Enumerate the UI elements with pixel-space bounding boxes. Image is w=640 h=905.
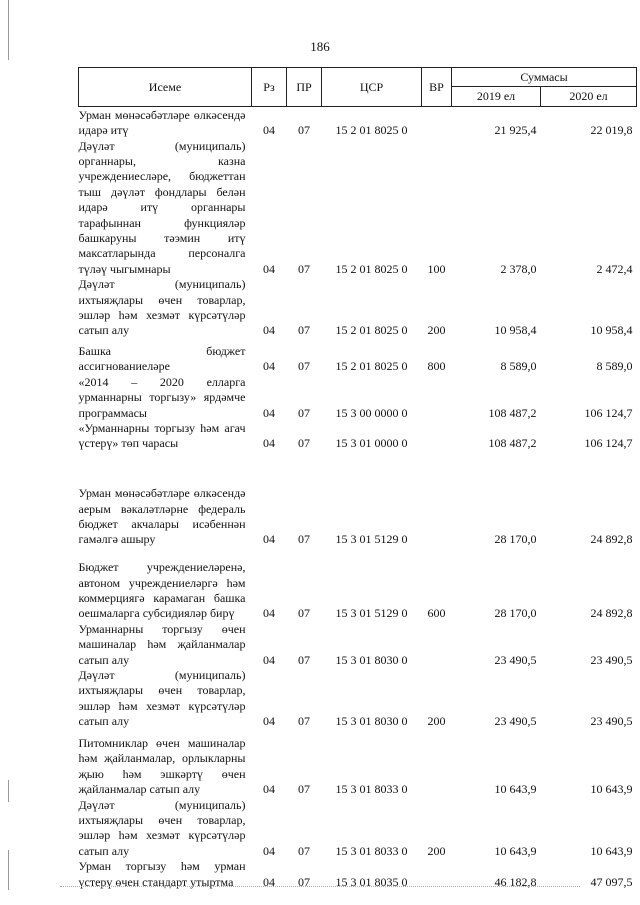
- row-csr: 15 3 00 0000 0: [335, 405, 408, 420]
- header-sums: Суммасы: [452, 68, 637, 87]
- row-vr: [422, 730, 452, 798]
- row-vr: [422, 452, 452, 548]
- row-sum-2019: 21 925,4: [494, 123, 537, 138]
- row-rz: 04: [263, 405, 275, 420]
- row-vr: 200: [427, 714, 446, 729]
- row-rz: 04: [263, 359, 275, 374]
- row-pr: 07: [298, 782, 310, 797]
- row-csr: 15 3 01 8030 0: [335, 652, 408, 667]
- header-csr: ЦСР: [322, 68, 422, 107]
- row-rz: 04: [263, 606, 275, 621]
- row-name: Дәүләт (муниципаль) органнары, казна учреждениесләре, бюджеттан тыш дәүләт фондлары белән идарә итү органнары тарафыннан функцияләр башкаруны тәэмин итү максатларында персоналга түләү чыгымнары: [78, 138, 246, 276]
- row-name: Урман мөнәсәбәтләре өлкәсендә идарә итү: [78, 107, 246, 138]
- table-row: [79, 798, 637, 860]
- table-row: [79, 452, 637, 548]
- header-name: Исеме: [79, 68, 252, 107]
- row-sum-2020: 106 124,7: [584, 405, 633, 420]
- row-sum-2019: 28 170,0: [494, 532, 537, 547]
- row-sum-2019: 108 487,2: [488, 436, 537, 451]
- row-csr: 15 3 01 8033 0: [335, 782, 408, 797]
- header-vr: ВР: [422, 68, 452, 107]
- row-name: Дәүләт (муниципаль) ихтыяҗлары өчен товарлар, эшләр һәм хезмәт күрсәтүләр сатып алу: [78, 668, 246, 729]
- row-pr: 07: [298, 532, 310, 547]
- row-name: Дәүләт (муниципаль) ихтыяҗлары өчен товарлар, эшләр һәм хезмәт күрсәтүләр сатып алу: [78, 277, 246, 338]
- row-sum-2020: 10 958,4: [590, 323, 633, 338]
- row-sum-2019: 28 170,0: [494, 606, 537, 621]
- row-sum-2019: 2 378,0: [500, 261, 537, 276]
- row-sum-2020: 10 643,9: [590, 843, 633, 858]
- row-name: Питомниклар өчен машиналар һәм җайланмалар, орлыкларны җыю һәм эшкәртү өчен җайланмалар сатып алу: [78, 736, 246, 797]
- row-pr: 07: [298, 606, 310, 621]
- row-sum-2020: 2 472,4: [596, 261, 633, 276]
- row-csr: 15 3 01 8030 0: [335, 714, 408, 729]
- row-sum-2020: 24 892,8: [590, 606, 633, 621]
- row-sum-2019: 46 182,8: [494, 874, 537, 889]
- row-name: Бюджет учреждениеләренә, автоном учреждениеләргә һәм коммерциягә карамаган башка оешмаларга субсидияләр бирү: [78, 560, 246, 621]
- table-row: [79, 375, 637, 421]
- row-sum-2019: 23 490,5: [494, 652, 537, 667]
- row-csr: 15 3 01 5129 0: [335, 532, 408, 547]
- row-rz: 04: [263, 323, 275, 338]
- row-vr: [422, 421, 452, 452]
- row-rz: 04: [263, 843, 275, 858]
- row-name: «Урманнарны торгызу һәм агач үстерү» төп чарасы: [78, 421, 246, 451]
- row-rz: 04: [263, 782, 275, 797]
- row-vr: 200: [427, 843, 446, 858]
- row-sum-2020: 23 490,5: [590, 714, 633, 729]
- header-year-2020: 2020 ел: [541, 87, 637, 107]
- header-pr: ПР: [287, 68, 322, 107]
- table-row: [79, 339, 637, 375]
- row-vr: [422, 107, 452, 139]
- row-rz: 04: [263, 874, 275, 889]
- header-year-2019: 2019 ел: [452, 87, 541, 107]
- row-rz: 04: [263, 123, 275, 138]
- table-row: [79, 730, 637, 798]
- scan-bottom-mark: [60, 886, 580, 887]
- row-name: Урманнарны торгызу өчен машиналар һәм җайланмалар сатып алу: [78, 621, 246, 667]
- row-rz: 04: [263, 436, 275, 451]
- row-sum-2020: 22 019,8: [590, 123, 633, 138]
- row-vr: 100: [427, 261, 446, 276]
- table-row: [79, 421, 637, 452]
- row-rz: 04: [263, 652, 275, 667]
- header-rz: Рз: [252, 68, 287, 107]
- row-sum-2019: 108 487,2: [488, 405, 537, 420]
- row-sum-2020: 106 124,7: [584, 436, 633, 451]
- row-name: «2014 – 2020 елларга урманнарны торгызу» ярдәмче программасы: [78, 374, 246, 420]
- row-csr: 15 2 01 8025 0: [335, 123, 408, 138]
- row-vr: 200: [427, 323, 446, 338]
- row-csr: 15 3 01 8035 0: [335, 874, 408, 889]
- row-sum-2020: 24 892,8: [590, 532, 633, 547]
- page-number: 186: [310, 39, 330, 54]
- row-sum-2020: 47 097,5: [590, 874, 633, 889]
- table-row: [79, 107, 637, 139]
- scan-margin-marks: [8, 0, 11, 905]
- row-sum-2020: 23 490,5: [590, 652, 633, 667]
- row-csr: 15 3 01 5129 0: [335, 606, 408, 621]
- row-pr: 07: [298, 843, 310, 858]
- row-vr: 800: [427, 359, 446, 374]
- row-csr: 15 3 01 8033 0: [335, 843, 408, 858]
- table-row: [79, 548, 637, 622]
- table-row: [79, 277, 637, 339]
- row-csr: 15 3 01 0000 0: [335, 436, 408, 451]
- row-pr: 07: [298, 652, 310, 667]
- row-vr: 600: [427, 606, 446, 621]
- row-pr: 07: [298, 123, 310, 138]
- table-row: [79, 668, 637, 730]
- row-pr: 07: [298, 436, 310, 451]
- row-vr: [422, 375, 452, 421]
- table-row: [79, 622, 637, 668]
- row-csr: 15 2 01 8025 0: [335, 323, 408, 338]
- row-sum-2019: 10 643,9: [494, 782, 537, 797]
- row-rz: 04: [263, 261, 275, 276]
- row-sum-2019: 10 958,4: [494, 323, 537, 338]
- row-pr: 07: [298, 714, 310, 729]
- row-sum-2019: 8 589,0: [500, 359, 537, 374]
- budget-table: [78, 67, 637, 890]
- row-name: Урман торгызу һәм урман үстерү өчен стандарт утыртма: [78, 859, 246, 889]
- row-sum-2020: 8 589,0: [596, 359, 633, 374]
- row-pr: 07: [298, 261, 310, 276]
- row-csr: 15 2 01 8025 0: [335, 359, 408, 374]
- row-rz: 04: [263, 714, 275, 729]
- row-rz: 04: [263, 532, 275, 547]
- row-csr: 15 2 01 8025 0: [335, 261, 408, 276]
- row-sum-2019: 10 643,9: [494, 843, 537, 858]
- row-pr: 07: [298, 405, 310, 420]
- row-pr: 07: [298, 323, 310, 338]
- row-sum-2019: 23 490,5: [494, 714, 537, 729]
- row-vr: [422, 622, 452, 668]
- row-name: Башка бюджет ассигнованиеләре: [78, 343, 246, 374]
- row-pr: 07: [298, 874, 310, 889]
- row-sum-2020: 10 643,9: [590, 782, 633, 797]
- table-row: [79, 139, 637, 278]
- row-pr: 07: [298, 359, 310, 374]
- row-name: Дәүләт (муниципаль) ихтыяҗлары өчен товарлар, эшләр һәм хезмәт күрсәтүләр сатып алу: [78, 797, 246, 858]
- row-name: Урман мөнәсәбәтләре өлкәсендә аерым вәкаләтләрне федераль бюджет акчалары исәбеннән гамәлгә ашыру: [78, 486, 246, 547]
